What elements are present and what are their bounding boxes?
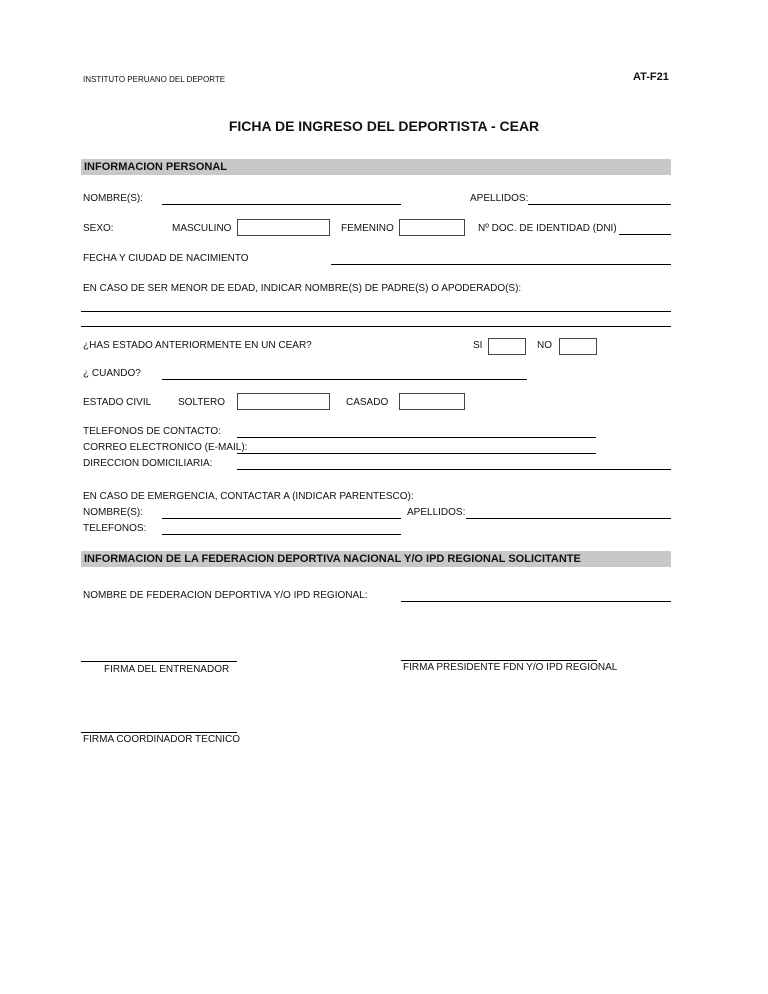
emerg-nombres-label: NOMBRE(S): xyxy=(83,507,143,518)
form-title: FICHA DE INGRESO DEL DEPORTISTA - CEAR xyxy=(228,118,540,134)
firma-entrenador-line[interactable] xyxy=(81,661,237,662)
dni-label: Nº DOC. DE IDENTIDAD (DNI) xyxy=(478,223,617,234)
direccion-field[interactable] xyxy=(237,469,671,470)
masculino-label: MASCULINO xyxy=(172,223,232,234)
emergencia-label: EN CASO DE EMERGENCIA, CONTACTAR A (INDICAR PARENTESCO): xyxy=(83,491,414,502)
form-code: AT-F21 xyxy=(633,71,669,83)
federacion-nombre-label: NOMBRE DE FEDERACION DEPORTIVA Y/O IPD REGIONAL: xyxy=(83,590,368,601)
section-personal-header: INFORMACION PERSONAL xyxy=(81,159,671,175)
no-checkbox[interactable] xyxy=(559,338,597,355)
soltero-checkbox[interactable] xyxy=(237,393,330,410)
estado-civil-label: ESTADO CIVIL xyxy=(83,397,152,408)
nombres-label: NOMBRE(S): xyxy=(83,193,143,204)
institution-name: INSTITUTO PERUANO DEL DEPORTE xyxy=(83,75,226,84)
emerg-telefonos-field[interactable] xyxy=(162,534,401,535)
apoderado-field-1[interactable] xyxy=(81,311,671,312)
si-checkbox[interactable] xyxy=(488,338,526,355)
telefonos-contacto-label: TELEFONOS DE CONTACTO: xyxy=(83,426,221,437)
apellidos-label: APELLIDOS: xyxy=(470,193,529,204)
femenino-checkbox[interactable] xyxy=(399,219,465,236)
firma-coordinador-label: FIRMA COORDINADOR TECNICO xyxy=(83,734,241,745)
cear-question: ¿HAS ESTADO ANTERIORMENTE EN UN CEAR? xyxy=(83,340,312,351)
emerg-telefonos-label: TELEFONOS: xyxy=(83,523,147,534)
menor-label: EN CASO DE SER MENOR DE EDAD, INDICAR NOMBRE(S) DE PADRE(S) O APODERADO(S): xyxy=(83,283,522,294)
correo-field[interactable] xyxy=(237,453,596,454)
firma-presidente-label: FIRMA PRESIDENTE FDN Y/O IPD REGIONAL xyxy=(403,662,618,673)
dni-field[interactable] xyxy=(619,234,671,235)
nacimiento-label: FECHA Y CIUDAD DE NACIMIENTO xyxy=(83,253,249,264)
direccion-label: DIRECCION DOMICILIARIA: xyxy=(83,458,213,469)
firma-presidente-line[interactable] xyxy=(401,660,597,661)
section-federacion-header: INFORMACION DE LA FEDERACION DEPORTIVA NACIONAL Y/O IPD REGIONAL SOLICITANTE xyxy=(81,551,671,567)
correo-label: CORREO ELECTRONICO (E-MAIL): xyxy=(83,442,248,453)
emerg-nombres-field[interactable] xyxy=(162,518,401,519)
femenino-label: FEMENINO xyxy=(341,223,394,234)
apellidos-field[interactable] xyxy=(528,204,671,205)
telefonos-contacto-field[interactable] xyxy=(237,437,596,438)
federacion-nombre-field[interactable] xyxy=(401,601,671,602)
sexo-label: SEXO: xyxy=(83,223,114,234)
apoderado-field-2[interactable] xyxy=(81,326,671,327)
firma-coordinador-line[interactable] xyxy=(81,732,237,733)
no-label: NO xyxy=(537,340,552,351)
cuando-label: ¿ CUANDO? xyxy=(83,368,141,379)
masculino-checkbox[interactable] xyxy=(237,219,330,236)
emerg-apellidos-field[interactable] xyxy=(466,518,671,519)
firma-entrenador-label: FIRMA DEL ENTRENADOR xyxy=(104,664,230,675)
soltero-label: SOLTERO xyxy=(178,397,226,408)
si-label: SI xyxy=(473,340,483,351)
casado-label: CASADO xyxy=(346,397,389,408)
nacimiento-field[interactable] xyxy=(331,264,671,265)
casado-checkbox[interactable] xyxy=(399,393,465,410)
nombres-field[interactable] xyxy=(162,204,401,205)
cuando-field[interactable] xyxy=(162,379,527,380)
emerg-apellidos-label: APELLIDOS: xyxy=(407,507,466,518)
